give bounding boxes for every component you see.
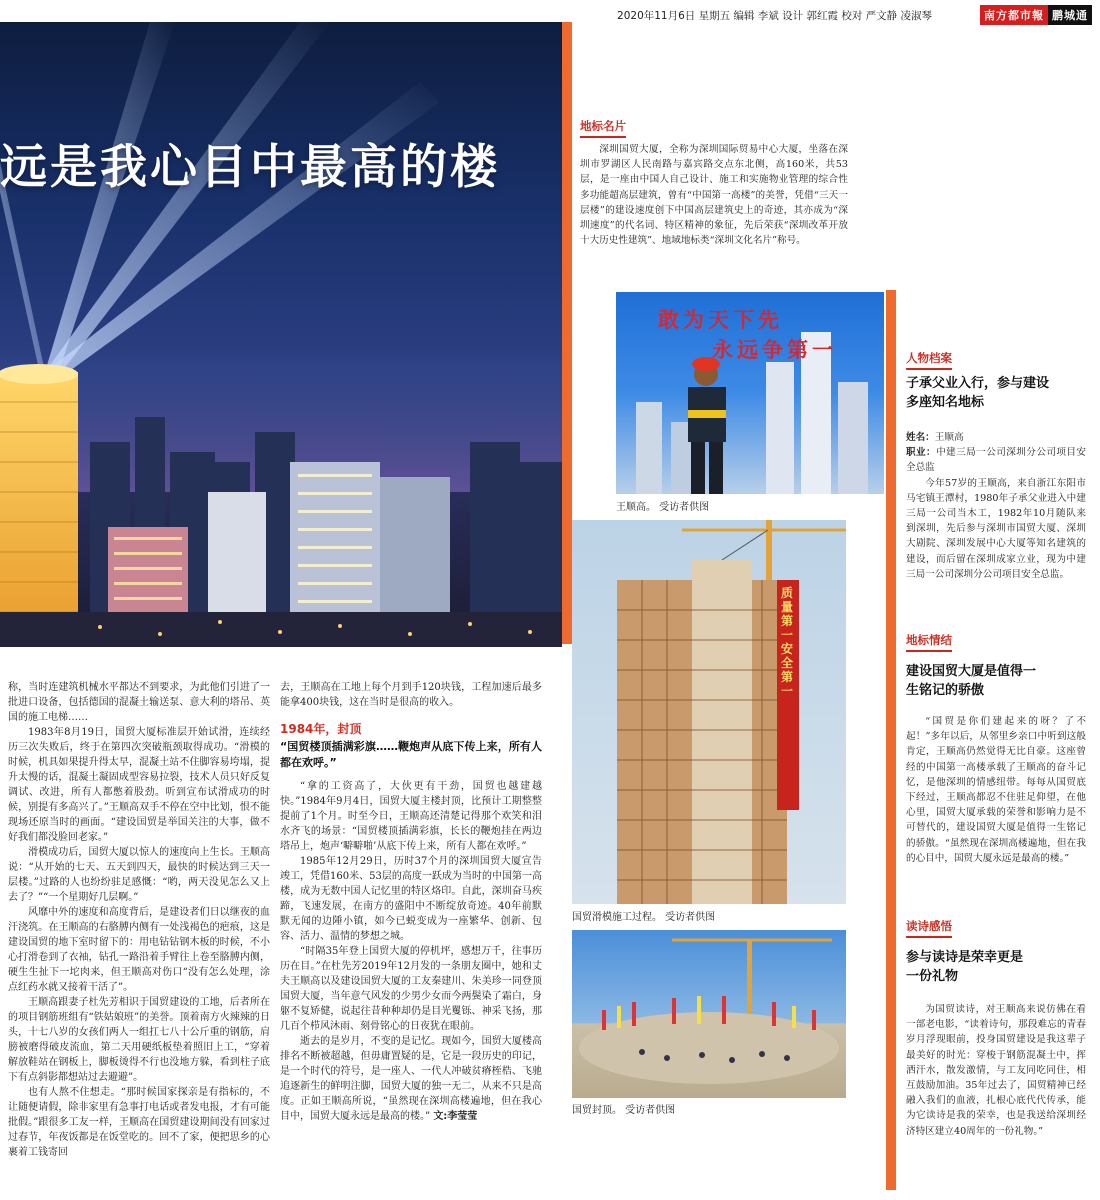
construction-caption: 国贸滑模施工过程。 受访者供图 xyxy=(572,912,716,923)
col2-paragraph-3: 1985年12月29日，历时37个月的深圳国贸大厦宣告竣工，凭借160米、53层的高度一跃成为当时的中国第一高楼，成为无数中国人记忆里的特区烙印。自此，深圳奋马疾蹄，飞速发展，在南方的盛阳中不断绽放奇迹。40年前默默无闻的边陲小镇，如今已蜕变成为一座繁华、创新、包容、活力、温情的梦想之城。 xyxy=(280,856,542,942)
profile-text: 今年57岁的王顺高，来自浙江东阳市马宅镇王潭村，1980年子承父业进入中建三局一公司当木工，1982年10月随队来到深圳，先后参与深圳市国贸大厦、深圳大剧院、深圳发展中心大厦等知名建筑的建设，而后留在深圳成家立业，现为中建三局一公司深圳分公司项目安全总监。 xyxy=(906,477,1086,580)
col1-paragraph-4: 风靡中外的速度和高度背后，是建设者们日以继夜的血汗浇筑。在王顺高的右胳膊内侧有一处浅褐色的疤痕，这是建设国贸的地下室时留下的：用电钻钻钢木板的时候，不小心打滑卷到了衣袖，钻孔一路沿着手臂往上卷至胳膊内侧，硬生生扯下一坨肉来，但王顺高对伤口“没有怎么处理，涂点红药水就又接着干活了”。 xyxy=(8,907,270,993)
col2-paragraph-5: 逝去的是岁月，不变的是记忆。现如今，国贸大厦楼高排名不断被超越，但毋庸置疑的是，它是一段历史的印记，是一个时代的符号，是一座人、一代人冲破贫瘠桎梏、飞驰追逐新生的鲜明注脚，国贸大厦的独一无二，从来不只是高度。正如王顺高所说，“虽然现在深圳高楼遍地，但在我心目中，国贸大厦永远是最高的楼。” xyxy=(280,1036,542,1122)
poem-tag: 读诗感悟 xyxy=(906,918,952,938)
col1-paragraph-5: 王顺高跟妻子杜先芳相识于国贸建设的工地，后者所在的项目钢筋班组有“铁姑娘班”的美誉。顶着南方火辣辣的日头，十七八岁的女孩们两人一组扛七八十公斤重的钢筋，肩膀被磨得破皮流血，第二天用硬纸板垫着照旧上工，“穿着解放鞋站在钢板上，脚板烫得不行也没地方躲，看到柱子底下有点斜影都想站过去避避”。 xyxy=(8,997,270,1083)
profile-block xyxy=(906,430,1086,582)
section-title: 1984年，封顶 xyxy=(280,722,362,736)
portrait-photo xyxy=(616,292,884,494)
col1-paragraph-3: 滑模成功后，国贸大厦以惊人的速度向上生长。王顺高说：“从开始的七天、五天到四天，最快的时候达到三天一层楼。”过路的人也纷纷驻足感慨：“哟，两天没见怎么又上去了？”“一个星期好几层啊。” xyxy=(8,847,270,903)
col1-paragraph-1: 称，当时连建筑机械水平都达不到要求，为此他们引进了一批进口设备，包括德国的混凝土输送泵、意大利的塔吊、英国的施工电梯…… xyxy=(8,682,270,723)
portrait-caption: 王顺高。 受访者供图 xyxy=(616,502,710,513)
divider-bar-left xyxy=(562,22,572,644)
hero-cityscape xyxy=(0,22,562,647)
header-meta: 2020年11月6日 星期五 编辑 李斌 设计 郭红霞 校对 严文静 凌淑琴 xyxy=(617,10,932,22)
divider-bar-right xyxy=(886,290,896,1190)
poem-title: 参与读诗是荣幸更是一份礼物 xyxy=(906,950,1024,984)
landmark-tag: 地标名片 xyxy=(580,118,626,138)
article-column-1 xyxy=(8,680,270,1160)
landmark-text: 深圳国贸大厦，全称为深圳国际贸易中心大厦，坐落在深圳市罗湖区人民南路与嘉宾路交点东北侧，高160米，共53层，是一座由中国人自己设计、施工和实施物业管理的综合性多功能超高层建筑，曾有“中国第一高楼”的美誉，凭借“三天一层楼”的建设速度创下中国高层建筑史上的奇迹，其亦成为“深圳速度”的代名词、特区精神的象征，先后荣获“深圳改革开放十大历史性建筑”、地域地标类“深圳文化名片”称号。 xyxy=(580,144,848,247)
construction-sign: 质量第一 安全第一 xyxy=(781,586,794,698)
profile-tag: 人物档案 xyxy=(906,350,952,370)
logo-sub: 鹏城通 xyxy=(1048,5,1092,25)
col2-paragraph-4: “时隔35年登上国贸大厦的停机坪，感想万千，往事历历在目。”在杜先芳2019年12月发的一条朋友圈中，她和丈夫王顺高以及建设国贸大厦的工友秦建川、朱美珍一同登顶国贸大厦，当年意气风发的少男少女而今两鬓染了霜白，身躯不复矫健，说起往昔种种却仍是目光矍铄、神采飞扬，那几百个栉风沐雨、刻骨铭心的日夜犹在眼前。 xyxy=(280,946,542,1032)
feeling-tag: 地标情结 xyxy=(906,632,952,652)
col1-paragraph-2: 1983年8月19日，国贸大厦标准层开始试滑，连续经历三次失败后，终于在第四次突破瓶颈取得成功。“滑模的时候，机具如果提升得太早，混凝土站不住脚容易垮塌，提升太慢的话，混凝土凝固成型容易拉裂，技术人员只好反复调试、改进，所有人都憋着股劲。听到宣布试滑成功的时候，别提有多高兴了。”王顺高双手不停在空中比划，恨不能现场还原当时的画面。“建设国贸是举国关注的大事，做不好我们都没脸回老家。” xyxy=(8,727,270,843)
banner-slogan-2: 永远争第一 xyxy=(712,337,837,362)
construction-photo xyxy=(572,520,846,904)
logo-main: 南方都市報 xyxy=(980,5,1048,25)
topping-caption: 国贸封顶。 受访者供图 xyxy=(572,1105,676,1116)
profile-title: 子承父业入行，参与建设多座知名地标 xyxy=(906,376,1050,410)
job-value: 中建三局一公司深圳分公司项目安全总监 xyxy=(906,447,1087,474)
feeling-text: “国贸是你们建起来的呀？了不起！”多年以后，从邻里乡亲口中听到这般肯定，王顺高仍然觉得无比自豪。这座曾经的中国第一高楼承载了王顺高的奋斗记忆，是他深圳的情感纽带。每每从国贸底下经过，王顺高都忍不住驻足仰望，在他心里，国贸大厦承载的荣誉和影响力是不可替代的，建设国贸大厦是值得一生铭记的骄傲。“虽然现在深圳高楼遍地，但在我的心目中，国贸大厦永远是最高的楼。” xyxy=(906,716,1086,864)
feeling-title: 建设国贸大厦是值得一生铭记的骄傲 xyxy=(906,664,1037,698)
poem-text: 为国贸读诗，对王顺高来说仿佛在看一部老电影，“读着诗句，那段难忘的青春岁月浮现眼前，投身国贸建设是我这辈子最美好的时光：穿梭于钢筋混凝土中，挥洒汗水，散发激情，与工友同吃同住，相互鼓励加油。35年过去了，国贸精神已经融入我们的血液，扎根心底代代传承，能为它读诗是我的荣幸，也是我送给深圳经济特区建立40周年的一份礼物。” xyxy=(906,1004,1086,1137)
name-label: 姓名： xyxy=(906,432,935,443)
article-column-2 xyxy=(280,680,542,1124)
topping-photo xyxy=(572,930,846,1098)
article-byline: 文:李莹莹 xyxy=(433,1111,478,1122)
banner-slogan-1: 敢为天下先 xyxy=(658,307,783,332)
section-quote: “国贸楼顶插满彩旗……鞭炮声从底下传上来，所有人都在欢呼。” xyxy=(280,740,542,769)
col1-paragraph-6: 也有人熬不住想走。“那时候国家探亲是有指标的，不让随便请假，除非家里有急事打电话或者发电报，才有可能批假。”跟很多工友一样，王顺高在国贸建设期间没有回家过过春节，年夜饭都是在饭堂吃的。回不了家，便把思乡的心裹着工钱寄回 xyxy=(8,1087,270,1158)
name-value: 王顺高 xyxy=(934,432,964,443)
hero-photo xyxy=(0,22,562,647)
col2-paragraph-2: “拿的工资高了，大伙更有干劲，国贸也越建越快。”1984年9月4日，国贸大厦主楼封顶，比预计工期整整提前了1个月。时至今日，王顺高还清楚记得那个欢笑和泪水齐飞的场景：“国贸楼顶插满彩旗，长长的鞭炮挂在两边塔吊上，炮声‘噼噼啪’从底下传上来，所有人都在欢呼。” xyxy=(280,781,542,852)
job-label: 职业： xyxy=(906,447,937,459)
col2-paragraph-1: 去，王顺高在工地上每个月到手120块钱，工程加速后最多能拿400块钱，这在当时是很高的收入。 xyxy=(280,682,542,708)
newspaper-logo xyxy=(980,5,1092,25)
page-headline: 远是我心目中最高的楼 xyxy=(0,140,500,195)
